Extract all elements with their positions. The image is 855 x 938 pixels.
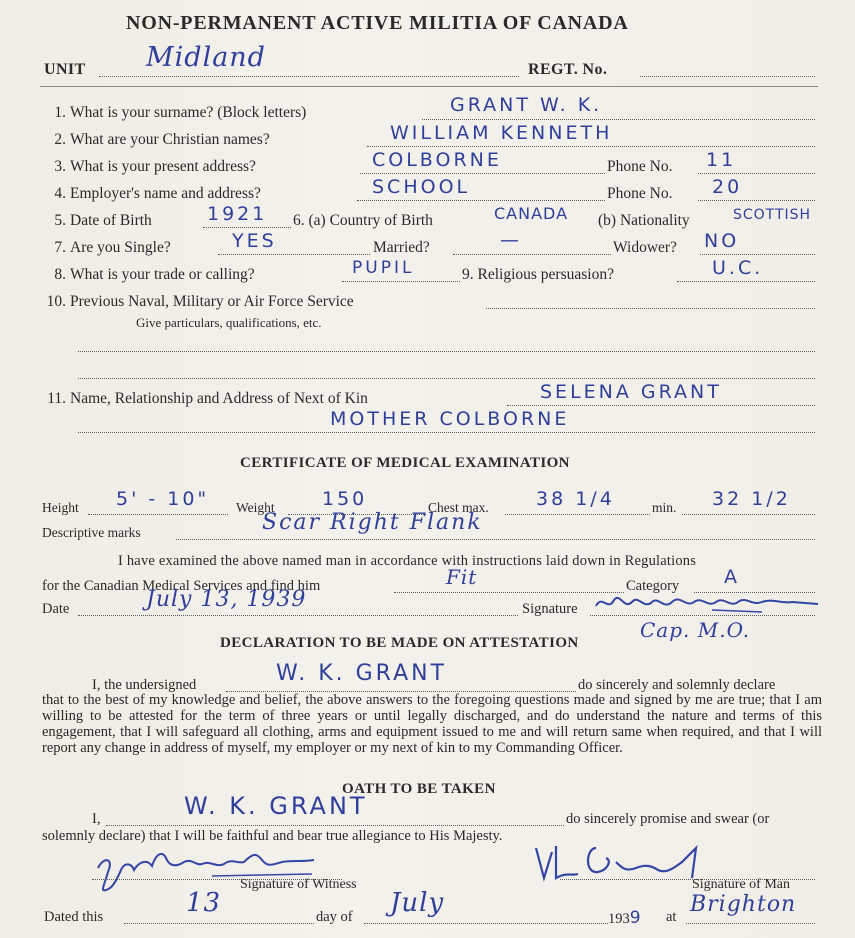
q9-line xyxy=(677,281,815,282)
q2-line xyxy=(367,146,815,147)
medical-date-label: Date xyxy=(42,601,70,617)
q10-line xyxy=(486,308,815,309)
oath-heading: OATH TO BE TAKEN xyxy=(342,781,496,797)
q6-label: 6. (a) Country of Birth xyxy=(293,212,433,229)
q3-value: COLBORNE xyxy=(372,149,502,171)
q8-label: 8. What is your trade or calling? xyxy=(54,266,255,283)
medical-signature-label: Signature xyxy=(522,601,578,617)
q4-label: 4. Employer's name and address? xyxy=(54,185,261,202)
day-of-label: day of xyxy=(316,909,353,925)
divider xyxy=(40,86,818,87)
q4-phone-line xyxy=(698,200,815,201)
height-value: 5' - 10" xyxy=(116,488,210,510)
oath-name-line xyxy=(106,825,564,826)
q10-label: 10. Previous Naval, Military or Air Force Service xyxy=(46,293,354,310)
q4-phone-label: Phone No. xyxy=(607,185,673,202)
unit-dotted-line xyxy=(99,76,519,77)
chest-line xyxy=(505,514,650,515)
q3-label: 3. What is your present address? xyxy=(54,158,256,175)
medical-date-value: July 13, 1939 xyxy=(146,587,307,612)
q3-line xyxy=(360,173,605,174)
form-title: NON-PERMANENT ACTIVE MILITIA OF CANADA xyxy=(126,12,629,34)
q8-line xyxy=(342,281,460,282)
declaration-heading: DECLARATION TO BE MADE ON ATTESTATION xyxy=(220,635,579,651)
q5-value: 1921 xyxy=(207,203,268,225)
q1-value: GRANT W. K. xyxy=(450,94,603,116)
category-value: A xyxy=(724,566,740,588)
weight-value: 150 xyxy=(322,488,368,510)
q4-phone-value: 20 xyxy=(712,176,743,198)
mo-value: Cap. M.O. xyxy=(640,618,751,642)
q1-line xyxy=(422,119,815,120)
q11-line xyxy=(507,405,815,406)
height-line xyxy=(88,514,228,515)
category-label: Category xyxy=(626,578,680,594)
marks-label: Descriptive marks xyxy=(42,525,141,540)
month-line xyxy=(364,923,608,924)
declaration-name-value: W. K. GRANT xyxy=(276,661,448,686)
year-value: 9 xyxy=(629,908,641,928)
unit-label: UNIT xyxy=(44,61,86,78)
q10-line-2 xyxy=(78,351,815,352)
medical-statement-b: for the Canadian Medical Services and find him xyxy=(42,578,321,594)
min-label: min. xyxy=(652,500,677,515)
declaration-tail: do sincerely and solemnly declare xyxy=(578,677,776,693)
place-value: Brighton xyxy=(690,892,797,917)
q3-phone-value: 11 xyxy=(706,149,737,171)
medical-officer-signature xyxy=(592,590,822,616)
marks-line xyxy=(176,539,815,540)
single-value: YES xyxy=(232,230,277,252)
widower-label: Widower? xyxy=(613,239,677,256)
weight-label: Weight xyxy=(236,500,275,515)
medical-date-line xyxy=(78,615,518,616)
q2-label: 2. What are your Christian names? xyxy=(54,131,270,148)
q11-label: 11. Name, Relationship and Address of Next of Kin xyxy=(47,390,368,407)
nationality-value: SCOTTISH xyxy=(733,207,812,223)
oath-line-2: solemnly declare) that I will be faithful and bear true allegiance to His Majesty. xyxy=(42,828,503,844)
find-value: Fit xyxy=(446,565,478,589)
man-label: Signature of Man xyxy=(692,877,790,892)
q7-single-line xyxy=(218,254,370,255)
dated-label: Dated this xyxy=(44,909,104,925)
q4-line xyxy=(357,200,605,201)
year-label: 1939 xyxy=(608,908,641,928)
married-value: — xyxy=(500,229,522,251)
oath-name-value: W. K. GRANT xyxy=(184,792,368,820)
regt-dotted-line xyxy=(640,76,815,77)
kin-value-1: SELENA GRANT xyxy=(540,381,722,403)
place-line xyxy=(686,923,815,924)
marks-value: Scar Right Flank xyxy=(262,510,483,535)
q2-value: WILLIAM KENNETH xyxy=(390,122,613,144)
q4-value: SCHOOL xyxy=(372,176,471,198)
q10-sub: Give particulars, qualifications, etc. xyxy=(136,315,322,330)
medical-heading: CERTIFICATE OF MEDICAL EXAMINATION xyxy=(240,455,570,471)
at-label: at xyxy=(666,909,677,925)
day-value: 13 xyxy=(186,888,222,918)
q5-label: 5. Date of Birth xyxy=(54,212,152,229)
chest-value: 38 1/4 xyxy=(536,488,615,510)
nationality-label: (b) Nationality xyxy=(598,212,690,229)
declaration-lead: I, the undersigned xyxy=(92,677,197,693)
day-line xyxy=(124,923,314,924)
min-line xyxy=(682,514,815,515)
chest-label: Chest max. xyxy=(428,500,489,515)
q7-label: 7. Are you Single? xyxy=(54,239,171,256)
country-value: CANADA xyxy=(494,204,569,223)
religion-value: U.C. xyxy=(712,257,764,279)
unit-value: Midland xyxy=(146,42,266,73)
widower-value: NO xyxy=(704,230,740,252)
q3-phone-label: Phone No. xyxy=(607,158,673,175)
month-value: July xyxy=(390,888,445,918)
oath-tail: do sincerely promise and swear (or xyxy=(566,811,770,827)
q11-line-2 xyxy=(78,432,815,433)
q1-label: 1. What is your surname? (Block letters) xyxy=(54,104,307,121)
q9-label: 9. Religious persuasion? xyxy=(462,266,614,283)
height-label: Height xyxy=(42,500,79,515)
kin-value-2: MOTHER COLBORNE xyxy=(330,408,570,430)
min-value: 32 1/2 xyxy=(712,488,791,510)
q5-line xyxy=(203,227,291,228)
medical-statement-a: I have examined the above named man in accordance with instructions laid down in Regulations xyxy=(118,553,697,569)
witness-label: Signature of Witness xyxy=(240,877,357,892)
q10-line-3 xyxy=(78,378,815,379)
find-line xyxy=(394,592,624,593)
widower-line xyxy=(700,254,815,255)
q3-phone-line xyxy=(698,173,815,174)
married-label: Married? xyxy=(373,239,430,256)
declaration-body: that to the best of my knowledge and belief, the above answers to the foregoing questions made and signed by me are true; that I am willing to be attested for the term of three years or until legally discharged, and do understand the nature and terms of this engagement, that I will safeguard all clothing, arms and equipment issued to me and will return same when required, and that I will report any change in address of myself, my employer or my next of kin to my Commanding Officer. xyxy=(42,692,822,756)
regt-label: REGT. No. xyxy=(528,61,608,78)
married-line xyxy=(453,254,611,255)
trade-value: PUPIL xyxy=(352,258,415,278)
oath-lead: I, xyxy=(92,811,101,827)
